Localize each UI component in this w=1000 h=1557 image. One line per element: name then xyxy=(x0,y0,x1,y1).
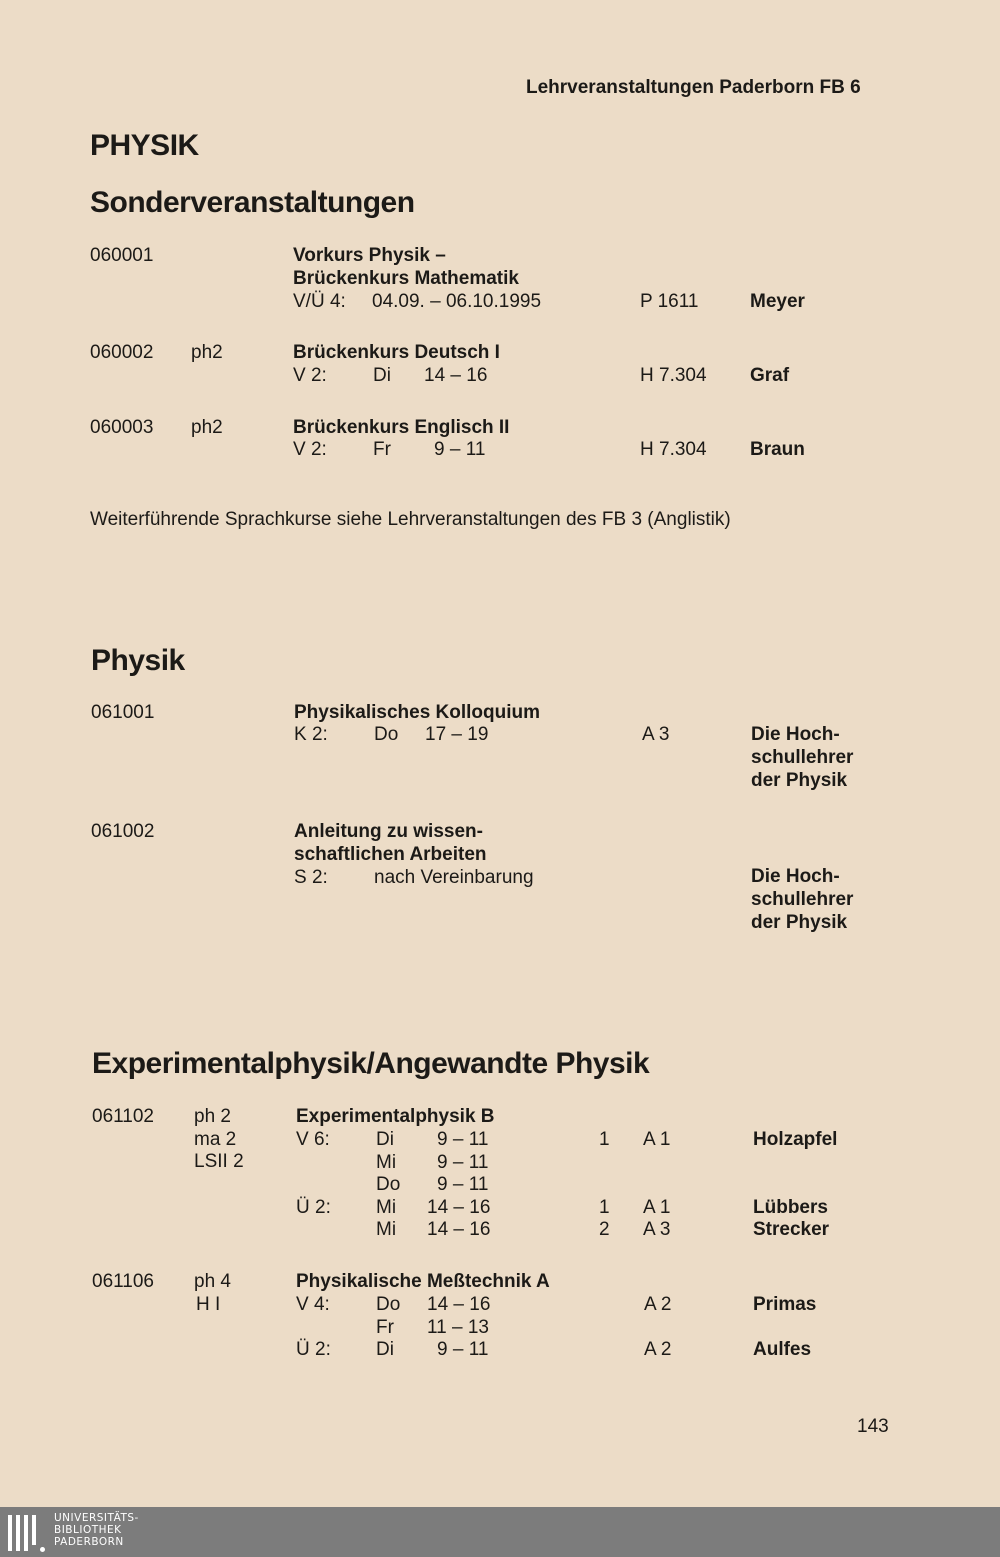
course-number: 061002 xyxy=(91,821,155,842)
running-head: Lehrveranstaltungen Paderborn FB 6 xyxy=(526,77,861,98)
course-time: 9 – 11 xyxy=(437,1129,489,1150)
course-type: V 6: xyxy=(296,1129,330,1150)
course-time: 9 – 11 xyxy=(437,1174,489,1195)
course-code: H I xyxy=(196,1294,221,1315)
course-number: 061102 xyxy=(92,1106,154,1127)
course-title: Brückenkurs Deutsch I xyxy=(293,342,500,363)
course-type: V/Ü 4: xyxy=(293,291,346,312)
course-day: Fr xyxy=(376,1317,394,1338)
course-lecturer-cont: schullehrer xyxy=(751,889,854,910)
course-time: 14 – 16 xyxy=(427,1294,491,1315)
course-group: 1 xyxy=(599,1197,610,1218)
course-time: 9 – 11 xyxy=(434,439,486,460)
course-code: ma 2 xyxy=(194,1129,237,1150)
course-lecturer: Aulfes xyxy=(753,1339,812,1360)
course-type: V 2: xyxy=(293,365,327,386)
section-title-experimental: Experimentalphysik/Angewandte Physik xyxy=(92,1047,650,1080)
course-day: Do xyxy=(376,1294,401,1315)
course-lecturer-cont: der Physik xyxy=(751,912,848,933)
course-time: 14 – 16 xyxy=(427,1197,491,1218)
course-day: Di xyxy=(373,365,391,386)
course-group: 1 xyxy=(599,1129,610,1150)
course-time: 9 – 11 xyxy=(437,1152,489,1173)
course-type: K 2: xyxy=(294,724,328,745)
course-day: Di xyxy=(376,1129,394,1150)
course-title: Physikalische Meßtechnik A xyxy=(296,1271,550,1292)
page-number: 143 xyxy=(857,1416,889,1437)
course-day: Mi xyxy=(376,1219,397,1240)
course-title: Anleitung zu wissen- xyxy=(294,821,483,842)
course-day: Mi xyxy=(376,1197,397,1218)
course-room: A 2 xyxy=(644,1339,672,1360)
course-lecturer: Holzapfel xyxy=(753,1129,838,1150)
course-group: 2 xyxy=(599,1219,610,1240)
course-lecturer: Braun xyxy=(750,439,805,460)
course-title: Physikalisches Kolloquium xyxy=(294,702,541,723)
section-title-sonder: Sonderveranstaltungen xyxy=(90,186,415,219)
course-lecturer: Graf xyxy=(750,365,790,386)
course-day: Mi xyxy=(376,1152,397,1173)
library-name-line: PADERBORN xyxy=(54,1536,124,1548)
library-logo-icon xyxy=(6,1513,46,1553)
course-room: A 3 xyxy=(643,1219,671,1240)
course-number: 060003 xyxy=(90,417,154,438)
course-code: ph 2 xyxy=(194,1106,231,1127)
course-number: 060001 xyxy=(90,245,154,266)
section-title-physik: Physik xyxy=(91,644,185,677)
course-type: Ü 2: xyxy=(296,1197,331,1218)
course-lecturer: Die Hoch- xyxy=(751,866,840,887)
library-name xyxy=(54,1512,139,1548)
main-title: PHYSIK xyxy=(90,129,199,162)
course-type: V 4: xyxy=(296,1294,330,1315)
course-title: Vorkurs Physik – xyxy=(293,245,446,266)
course-day: Di xyxy=(376,1339,394,1360)
course-room: A 1 xyxy=(643,1129,671,1150)
course-day: Do xyxy=(374,724,399,745)
course-type: S 2: xyxy=(294,867,328,888)
course-room: H 7.304 xyxy=(640,365,707,386)
course-title-cont: schaftlichen Arbeiten xyxy=(294,844,487,865)
course-title: Experimentalphysik B xyxy=(296,1106,495,1127)
library-name-line: BIBLIOTHEK xyxy=(54,1524,122,1536)
course-time: 14 – 16 xyxy=(424,365,488,386)
course-room: A 2 xyxy=(644,1294,672,1315)
course-room: A 1 xyxy=(643,1197,671,1218)
course-room: P 1611 xyxy=(640,291,699,312)
course-lecturer: Lübbers xyxy=(753,1197,828,1218)
library-footer-bar xyxy=(0,1507,1000,1557)
language-courses-note: Weiterführende Sprachkurse siehe Lehrveranstaltungen des FB 3 (Anglistik) xyxy=(90,509,731,530)
course-lecturer-cont: schullehrer xyxy=(751,747,854,768)
course-day: Do xyxy=(376,1174,401,1195)
course-room: A 3 xyxy=(642,724,670,745)
course-lecturer: Primas xyxy=(753,1294,817,1315)
course-time: 11 – 13 xyxy=(427,1317,489,1338)
course-code: LSII 2 xyxy=(194,1151,244,1172)
course-code: ph 4 xyxy=(194,1271,231,1292)
course-lecturer-cont: der Physik xyxy=(751,770,848,791)
course-code: ph2 xyxy=(191,417,223,438)
course-type: Ü 2: xyxy=(296,1339,331,1360)
library-name-line: UNIVERSITÄTS- xyxy=(54,1512,139,1524)
course-number: 061106 xyxy=(92,1271,154,1292)
course-lecturer: Strecker xyxy=(753,1219,830,1240)
course-room: H 7.304 xyxy=(640,439,707,460)
course-type: V 2: xyxy=(293,439,327,460)
course-lecturer: Die Hoch- xyxy=(751,724,840,745)
course-time: 17 – 19 xyxy=(425,724,489,745)
course-number: 060002 xyxy=(90,342,154,363)
course-code: ph2 xyxy=(191,342,223,363)
course-number: 061001 xyxy=(91,702,155,723)
course-time: 04.09. – 06.10.1995 xyxy=(372,291,542,312)
course-day: Fr xyxy=(373,439,391,460)
course-time: nach Vereinbarung xyxy=(374,867,534,888)
course-time: 14 – 16 xyxy=(427,1219,491,1240)
course-lecturer: Meyer xyxy=(750,291,805,312)
course-title-cont: Brückenkurs Mathematik xyxy=(293,268,519,289)
course-title: Brückenkurs Englisch II xyxy=(293,417,510,438)
course-time: 9 – 11 xyxy=(437,1339,489,1360)
